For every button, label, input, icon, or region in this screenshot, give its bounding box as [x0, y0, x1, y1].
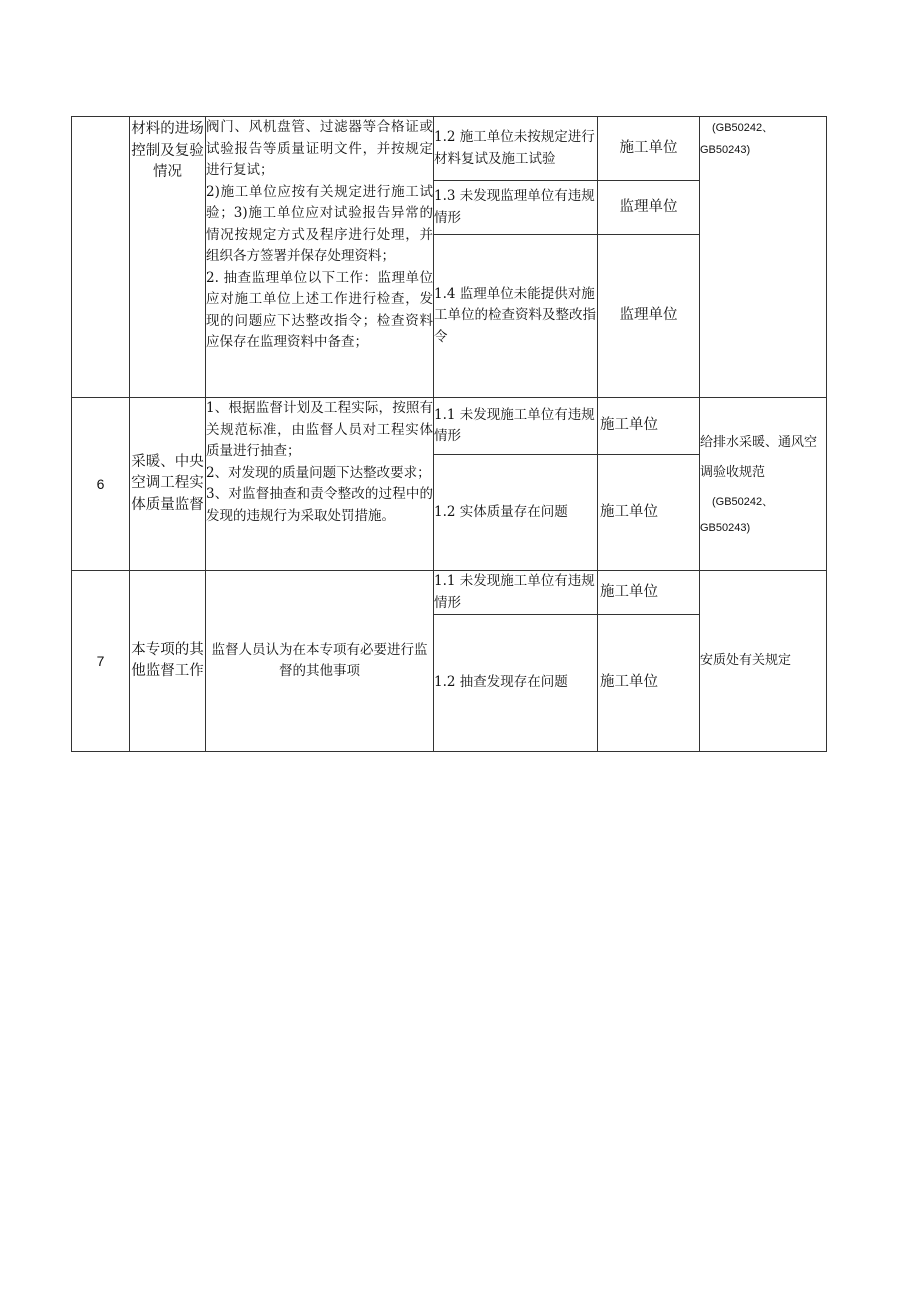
- responsible-party: 监理单位: [598, 235, 700, 398]
- content-paragraph: 2、对发现的质量问题下达整改要求；: [206, 464, 431, 481]
- basis-line: 给排水采暖、通风空调验收规范: [700, 435, 818, 480]
- content-paragraph: 3、对监督抽查和责令整改的过程中的发现的违规行为采取处罚措施。: [206, 486, 433, 524]
- responsible-party: 施工单位: [598, 571, 700, 615]
- content-paragraph: 2. 抽查监理单位以下工作：监理单位应对施工单位上述工作进行检查，发现的问题应下达整改指令；检查资料应保存在监理资料中备查；: [206, 269, 433, 350]
- problem-cell: 1.1 未发现施工单位有违规情形: [434, 571, 598, 615]
- row-number: [72, 117, 130, 398]
- content-paragraph: 1、根据监督计划及工程实际，按照有关规范标准，由监督人员对工程实体质量进行抽查；: [206, 400, 433, 459]
- item-name: 材料的进场控制及复验情况: [130, 117, 206, 398]
- table-row: [72, 571, 827, 615]
- problem-cell: 1.4 监理单位未能提供对施工单位的检查资料及整改指令: [434, 235, 598, 398]
- basis-line: (GB50242、: [712, 496, 774, 508]
- problem-cell: 1.2 抽查发现存在问题: [434, 615, 598, 752]
- supervision-table: [71, 116, 827, 752]
- content-cell: [206, 398, 434, 571]
- responsible-party: 施工单位: [598, 615, 700, 752]
- content-paragraph: 2)施工单位应按有关规定进行施工试验；3)施工单位应对试验报告异常的情况按规定方式及程序进行处理，并组织各方签署并保存处理资料；: [206, 183, 433, 264]
- responsible-party: 监理单位: [598, 181, 700, 235]
- responsible-party: 施工单位: [598, 117, 700, 181]
- item-name: 本专项的其他监督工作: [130, 571, 206, 752]
- basis-line: 安质处有关规定: [700, 653, 792, 668]
- row-number: 7: [72, 571, 130, 752]
- basis-cell: [700, 117, 827, 398]
- responsible-party: 施工单位: [598, 455, 700, 571]
- row-number: 6: [72, 398, 130, 571]
- basis-cell: [700, 571, 827, 752]
- basis-line: GB50243): [700, 522, 751, 534]
- problem-cell: 1.3 未发现监理单位有违规情形: [434, 181, 598, 235]
- table-row: [72, 117, 827, 181]
- content-paragraph: 阀门、风机盘管、过滤器等合格证或试验报告等质量证明文件，并按规定进行复试；: [206, 119, 433, 178]
- content-cell: [206, 571, 434, 752]
- basis-line: GB50243): [700, 144, 751, 156]
- table-row: [72, 398, 827, 455]
- content-paragraph: 监督人员认为在本专项有必要进行监督的其他事项: [211, 641, 428, 679]
- item-name: 采暖、中央空调工程实体质量监督: [130, 398, 206, 571]
- problem-cell: 1.2 施工单位未按规定进行材料复试及施工试验: [434, 117, 598, 181]
- responsible-party: 施工单位: [598, 398, 700, 455]
- problem-cell: 1.2 实体质量存在问题: [434, 455, 598, 571]
- basis-cell: [700, 398, 827, 571]
- content-cell: [206, 117, 434, 398]
- problem-cell: 1.1 未发现施工单位有违规情形: [434, 398, 598, 455]
- basis-line: (GB50242、: [712, 122, 774, 134]
